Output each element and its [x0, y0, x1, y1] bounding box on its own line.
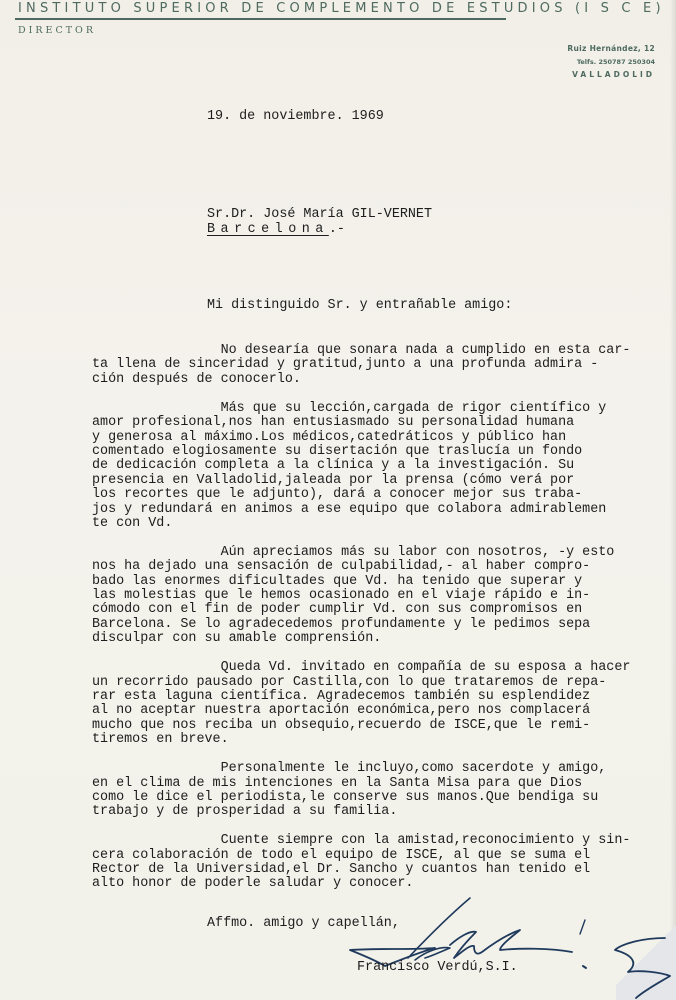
paragraph-line: rar esta laguna científica. Agradecemos también su esplendidez: [92, 688, 591, 704]
paragraph-line: en el clima de mis intenciones en la Santa Misa para que Dios: [92, 775, 583, 791]
paragraph-line: las molestias que le hemos ocasionado en el viaje rápido e in-: [92, 588, 591, 604]
paragraph-line: como le dice el periodista,le conserve sus manos.Que bendiga su: [92, 789, 599, 805]
paragraph-line: Queda Vd. invitado en compañía de su esposa a hacer: [92, 660, 631, 676]
closing: Affmo. amigo y capellán,: [207, 916, 400, 931]
paragraph-line: nos ha dejado una sensación de culpabilidad,- al haber compro-: [92, 559, 591, 575]
paragraph-line: cera colaboración de todo el equipo de ISCE, al que se suma el: [92, 847, 591, 863]
paragraph-line: comentado elogiosamente su disertación que traslucía un fondo: [92, 443, 583, 459]
paragraph-line: No desearía que sonara nada a cumplido en esta car-: [92, 343, 631, 358]
paragraph-line: presencia en Valladolid,jaleada por la prensa (cómo verá por: [92, 472, 575, 488]
signature-stroke: [580, 920, 585, 934]
signature-stroke: [583, 966, 586, 968]
paragraph-line: ta llena de sinceridad y gratitud,junto a una profunda admira -: [92, 357, 599, 373]
body-paragraph: [92, 661, 662, 747]
recipient-city-line: [207, 223, 345, 237]
paragraph-line: un recorrido pausado por Castilla,con lo que trataremos de repa-: [92, 674, 607, 690]
letterhead-rule: [15, 18, 506, 20]
body-paragraph: [92, 834, 662, 892]
letterhead-role: DIRECTOR: [18, 25, 97, 36]
paragraph-line: Rector de la Universidad,el Dr. Sancho y cuantos han tenido el: [92, 862, 591, 878]
recipient-city: Barcelona: [207, 222, 329, 237]
paragraph-line: los recortes que le adjunto), dará a conocer mejor sus traba-: [92, 487, 583, 503]
signature-stroke: [615, 938, 670, 998]
address-city: VALLADOLID: [572, 70, 655, 79]
letter-date: 19. de noviembre. 1969: [207, 109, 384, 124]
paragraph-line: ción después de conocerlo.: [92, 371, 301, 387]
paragraph-line: Barcelona. Se lo agradecedemos profundamente y le pedimos sepa: [92, 616, 591, 632]
signature-stroke: [450, 930, 572, 958]
paragraph-line: trabajo y de prosperidad a su familia.: [92, 804, 398, 820]
salutation: Mi distinguido Sr. y entrañable amigo:: [207, 298, 513, 313]
paragraph-line: Cuente siempre con la amistad,reconocimiento y sin-: [92, 833, 631, 849]
recipient-city-suffix: .-: [328, 222, 345, 237]
address-street: Ruiz Hernández, 12: [567, 44, 655, 53]
address-phones: Telfs. 250787 250304: [576, 58, 655, 66]
body-paragraph: [92, 344, 662, 387]
paragraph-line: de dedicación completa a la clínica y a la investigación. Su: [92, 458, 575, 474]
handwritten-signature: [340, 890, 676, 1000]
paragraph-line: jos y redundará en animos a ese equipo que colabora admirablemen: [92, 501, 607, 517]
body-paragraph: [92, 546, 662, 647]
letter-body: [92, 344, 662, 906]
paragraph-line: bado las enormes dificultades que Vd. ha tenido que superar y: [92, 573, 583, 589]
paragraph-line: tiremos en breve.: [92, 732, 229, 748]
paragraph-line: Más que su lección,cargada de rigor científico y: [92, 400, 607, 416]
paragraph-line: Aún apreciamos más su labor con nosotros, -y esto: [92, 544, 615, 560]
paper-edge-shadow: [670, 0, 676, 1000]
paragraph-line: cómodo con el fin de poder cumplir Vd. con sus compromisos en: [92, 602, 583, 618]
paragraph-line: amor profesional,nos han entusiasmado su personalidad humana: [92, 415, 575, 431]
paragraph-line: disculpar con su amable comprensión.: [92, 631, 382, 647]
signer-name: Francisco Verdú,S.I.: [357, 960, 518, 975]
letterhead-institution: INSTITUTO SUPERIOR DE COMPLEMENTO DE ESTUDIOS (I S C E): [18, 1, 665, 16]
paragraph-line: mucho que nos reciba un obsequio,recuerdo de ISCE,que le remi-: [92, 717, 591, 733]
recipient-name: Sr.Dr. José María GIL-VERNET: [207, 207, 432, 222]
paragraph-line: y generosa al máximo.Los médicos,catedráticos y público han: [92, 429, 567, 445]
letterhead-address: [567, 42, 655, 82]
paragraph-line: al no aceptar nuestra aportación económica,pero nos complacerá: [92, 703, 591, 719]
paragraph-line: te con Vd.: [92, 515, 173, 531]
body-paragraph: [92, 762, 662, 820]
paragraph-line: Personalmente le incluyo,como sacerdote y amigo,: [92, 761, 607, 777]
paragraph-line: alto honor de poderle saludar y conocer.: [92, 876, 414, 892]
body-paragraph: [92, 402, 662, 532]
